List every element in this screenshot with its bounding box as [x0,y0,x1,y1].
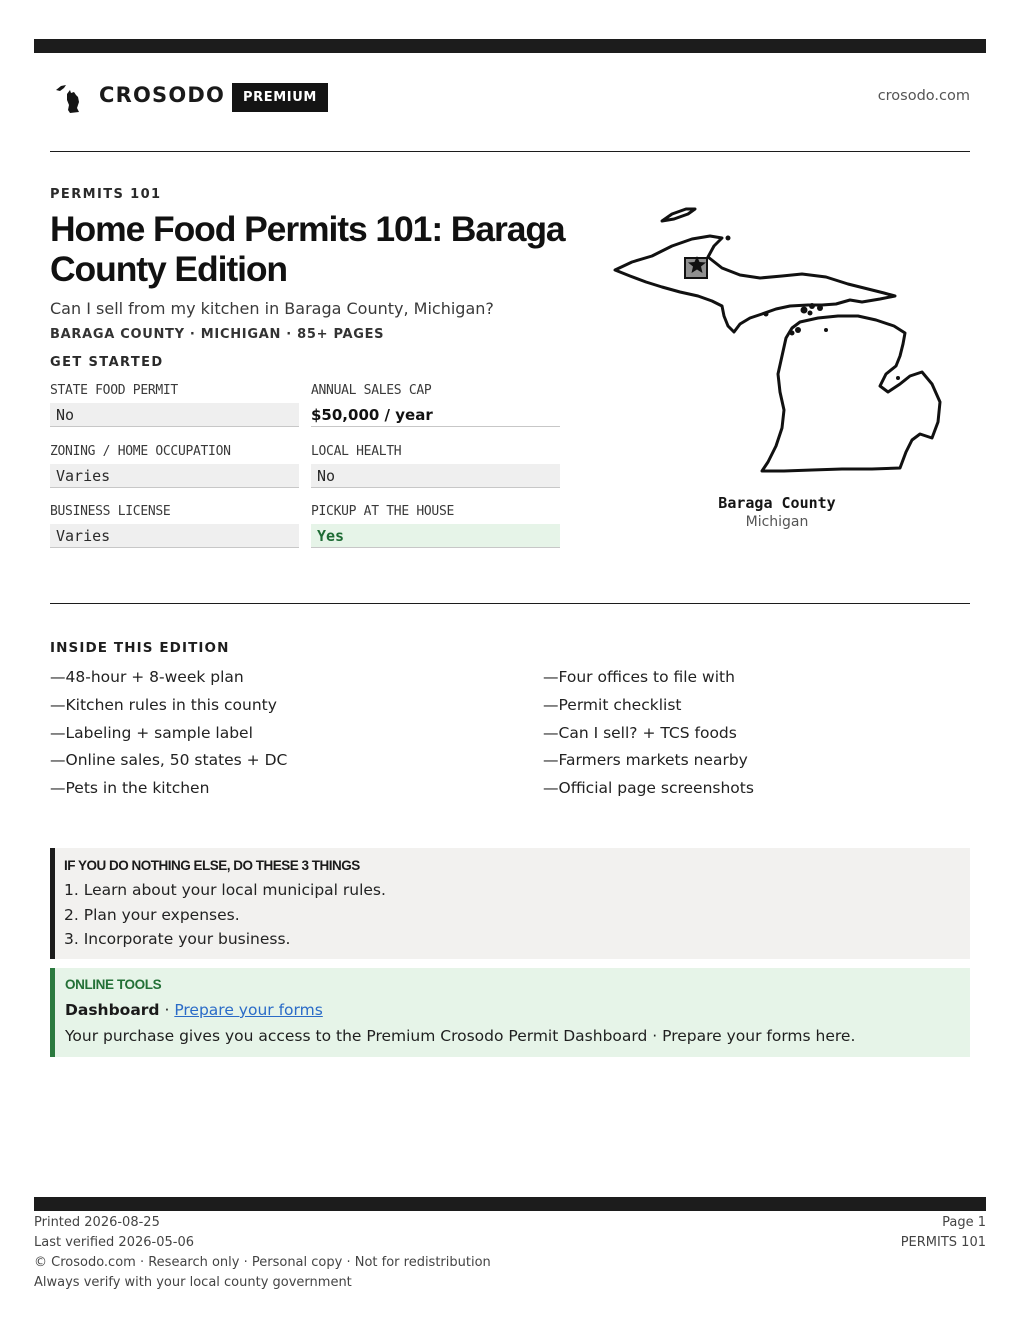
toc-item: —Farmers markets nearby [543,751,748,770]
fact-value: Varies [50,464,299,488]
fact-value: Varies [50,524,299,548]
lower-peninsula-outline [762,316,940,471]
online-tools-panel [50,968,970,1057]
dashboard-separator: · [159,1001,175,1019]
fact-label: ANNUAL SALES CAP [311,383,432,398]
toc-item: —Four offices to file with [543,668,735,686]
fact-label: STATE FOOD PERMIT [50,383,178,398]
copyright-notice: © Crosodo.com · Research only · Personal copy · Not for redistribution [34,1255,491,1270]
section-kicker: PERMITS 101 [50,187,162,202]
header-divider [50,151,970,152]
fact-state-food-permit [50,381,299,427]
site-url[interactable]: crosodo.com [877,88,970,104]
prepare-forms-link[interactable]: Prepare your forms [174,1001,323,1019]
footer-right [901,1213,986,1253]
fact-value: No [311,464,560,488]
online-tools-heading: ONLINE TOOLS [65,977,162,992]
page-subtitle: Can I sell from my kitchen in Baraga County, Michigan? [50,299,494,318]
fact-annual-sales-cap [311,381,560,427]
inside-edition-heading: INSIDE THIS EDITION [50,640,230,656]
brand-name: CROSODO [99,83,226,107]
toc-item: —Permit checklist [543,695,682,714]
fact-label: ZONING / HOME OCCUPATION [50,444,231,459]
callout-heading: IF YOU DO NOTHING ELSE, DO THESE 3 THINGS [64,858,360,873]
fact-value: No [50,403,299,427]
map-caption [677,494,877,530]
fact-value: Yes [311,524,560,548]
dashboard-label: Dashboard [65,1001,160,1019]
toc-right-column [543,665,754,804]
michigan-map [610,200,950,480]
callout-item: 2. Plan your expenses. [64,905,240,924]
toc-item: —48-hour + 8-week plan [50,668,244,686]
fact-business-license [50,502,299,548]
printed-date: Printed 2026-08-25 [34,1215,160,1230]
premium-badge: PREMIUM [232,83,328,112]
fact-zoning [50,442,299,488]
toc-left-column [50,665,287,804]
edition-meta: BARAGA COUNTY · MICHIGAN · 85+ PAGES [50,327,385,342]
footer-left [34,1213,491,1293]
section-divider [50,603,970,604]
toc-item: —Official page screenshots [543,779,754,798]
dashboard-line [65,998,970,1023]
fact-label: PICKUP AT THE HOUSE [311,504,455,519]
map-state-label: Michigan [745,514,809,530]
fact-local-health [311,442,560,488]
toc-item: —Kitchen rules in this county [50,695,277,714]
toc-item: —Online sales, 50 states + DC [50,751,288,770]
toc-item: —Labeling + sample label [50,723,253,742]
get-started-heading: GET STARTED [50,355,164,370]
callout-item: 3. Incorporate your business. [64,930,291,948]
header [50,78,970,118]
verified-date: Last verified 2026-05-06 [34,1235,194,1250]
upper-peninsula-outline [615,236,895,332]
fact-pickup [311,502,560,548]
top-bar [34,39,986,53]
michigan-logo-icon [52,80,88,116]
map-county-label: Baraga County [718,494,836,512]
toc-item: —Pets in the kitchen [50,779,210,798]
page-title: Home Food Permits 101: Baraga County Edition [50,209,565,289]
dashboard-description: Your purchase gives you access to the Premium Crosodo Permit Dashboard · Prepare your forms here. [65,1027,856,1045]
footer-bar [34,1197,986,1211]
isle-royale-shape [662,209,695,221]
fact-label: LOCAL HEALTH [311,444,402,459]
callout-item: 1. Learn about your local municipal rules. [64,881,386,899]
fact-value: $50,000 / year [311,403,560,427]
page-number: Page 1 [942,1215,986,1230]
three-things-callout [50,848,970,959]
footer-section: PERMITS 101 [900,1235,986,1250]
callout-list [64,878,970,952]
toc-item: —Can I sell? + TCS foods [543,723,737,742]
fact-label: BUSINESS LICENSE [50,504,171,519]
verify-note: Always verify with your local county government [34,1275,352,1290]
